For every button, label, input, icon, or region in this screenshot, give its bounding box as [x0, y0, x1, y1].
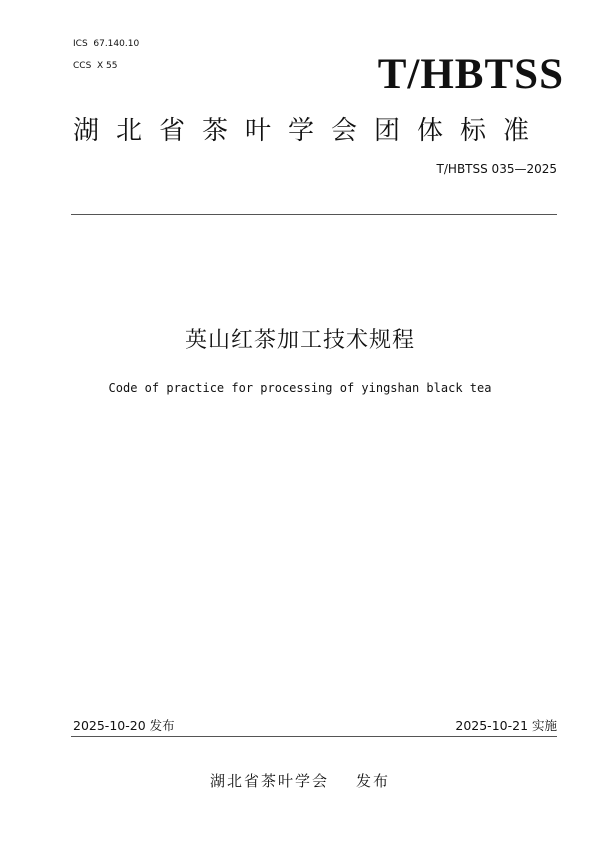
publisher-line: 湖北省茶叶学会 发布: [209, 772, 391, 790]
footer-divider: [71, 736, 557, 737]
header-divider: [71, 214, 557, 215]
document-title-english: Code of practice for processing of yingshan black tea: [108, 381, 492, 395]
effective-date: 2025-10-21 实施: [455, 718, 557, 733]
standard-number: T/HBTSS 035—2025: [436, 162, 557, 176]
document-title-chinese: 英山红茶加工技术规程: [184, 328, 415, 353]
ccs-code: CCS X 55: [73, 61, 118, 71]
organization-standard-title: 湖北省茶叶学会团体标准: [73, 116, 547, 146]
standard-series-code: T/HBTSS: [377, 51, 564, 98]
issue-date: 2025-10-20 发布: [73, 718, 175, 733]
ics-code: ICS 67.140.10: [73, 39, 140, 49]
